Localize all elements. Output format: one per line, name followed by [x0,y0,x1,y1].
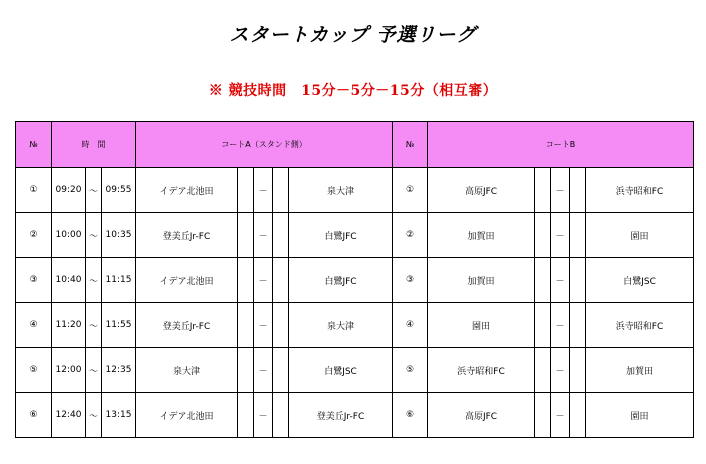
table-row [16,303,694,348]
end-time: 11:55 [102,303,136,348]
header-row [16,122,694,168]
court-b-team-2: 浜寺昭和FC [586,303,694,348]
court-b-score-1 [535,213,551,258]
match-no-a: ③ [16,258,52,303]
start-time: 09:20 [52,168,86,213]
match-no-b: ④ [393,303,428,348]
court-b-dash: － [551,393,570,438]
court-b-dash: － [551,258,570,303]
court-b-team-2: 園田 [586,393,694,438]
page-title: スタートカップ 予選リーグ [229,24,477,46]
court-b-team-1: 浜寺昭和FC [428,348,535,393]
court-b-team-1: 加賀田 [428,258,535,303]
court-b-score-2 [570,348,586,393]
match-no-b: ① [393,168,428,213]
court-b-team-1: 加賀田 [428,213,535,258]
court-a-dash: － [254,168,273,213]
court-a-team-1: 登美丘Jr-FC [136,213,238,258]
court-a-score-1 [238,213,254,258]
start-time: 10:40 [52,258,86,303]
start-time: 12:00 [52,348,86,393]
court-a-team-1: イデア北池田 [136,168,238,213]
court-b-score-1 [535,168,551,213]
match-no-a: ⑤ [16,348,52,393]
court-b-dash: － [551,168,570,213]
start-time: 10:00 [52,213,86,258]
court-b-dash: － [551,213,570,258]
court-b-score-2 [570,213,586,258]
start-time: 11:20 [52,303,86,348]
court-a-dash: － [254,258,273,303]
court-a-dash: － [254,213,273,258]
header-no-b: № [393,122,428,168]
time-separator: ～ [86,168,102,213]
match-duration-note: ※ 競技時間 15分－5分－15分（相互審） [208,83,498,99]
court-b-team-1: 高原JFC [428,393,535,438]
court-b-team-2: 白鷺JSC [586,258,694,303]
court-b-score-2 [570,393,586,438]
header-time: 時 間 [52,122,136,168]
court-b-score-1 [535,303,551,348]
match-no-a: ② [16,213,52,258]
time-separator: ～ [86,213,102,258]
header-court-b: コートB [428,122,694,168]
court-b-score-2 [570,258,586,303]
court-a-dash: － [254,348,273,393]
court-a-score-2 [273,303,289,348]
court-a-dash: － [254,303,273,348]
match-no-a: ⑥ [16,393,52,438]
court-a-team-1: イデア北池田 [136,258,238,303]
end-time: 10:35 [102,213,136,258]
time-separator: ～ [86,348,102,393]
court-b-score-2 [570,303,586,348]
court-a-dash: － [254,393,273,438]
match-no-b: ③ [393,258,428,303]
time-separator: ～ [86,258,102,303]
match-no-a: ① [16,168,52,213]
court-a-score-1 [238,168,254,213]
schedule-table [15,121,694,438]
court-b-team-2: 浜寺昭和FC [586,168,694,213]
time-separator: ～ [86,393,102,438]
court-a-team-2: 泉大津 [289,303,393,348]
court-a-team-2: 白鷺JFC [289,213,393,258]
court-a-score-2 [273,348,289,393]
court-b-score-1 [535,258,551,303]
court-b-dash: － [551,303,570,348]
court-a-team-1: イデア北池田 [136,393,238,438]
court-b-score-2 [570,168,586,213]
table-row [16,348,694,393]
court-a-team-2: 白鷺JSC [289,348,393,393]
court-a-score-2 [273,168,289,213]
court-a-score-1 [238,258,254,303]
court-a-team-1: 泉大津 [136,348,238,393]
header-court-a: コートA（スタンド側） [136,122,393,168]
table-row [16,258,694,303]
court-b-team-2: 園田 [586,213,694,258]
end-time: 09:55 [102,168,136,213]
court-a-team-1: 登美丘Jr-FC [136,303,238,348]
court-a-score-2 [273,213,289,258]
court-a-team-2: 登美丘Jr-FC [289,393,393,438]
start-time: 12:40 [52,393,86,438]
court-a-score-1 [238,303,254,348]
court-a-team-2: 泉大津 [289,168,393,213]
court-b-score-1 [535,348,551,393]
court-a-score-1 [238,348,254,393]
table-row [16,168,694,213]
end-time: 13:15 [102,393,136,438]
match-no-b: ⑤ [393,348,428,393]
court-b-team-1: 高原JFC [428,168,535,213]
match-no-a: ④ [16,303,52,348]
court-a-score-1 [238,393,254,438]
table-row [16,393,694,438]
end-time: 11:15 [102,258,136,303]
court-a-score-2 [273,258,289,303]
court-b-score-1 [535,393,551,438]
end-time: 12:35 [102,348,136,393]
court-b-dash: － [551,348,570,393]
court-a-score-2 [273,393,289,438]
court-a-team-2: 白鷺JFC [289,258,393,303]
time-separator: ～ [86,303,102,348]
court-b-team-2: 加賀田 [586,348,694,393]
match-no-b: ⑥ [393,393,428,438]
court-b-team-1: 園田 [428,303,535,348]
table-row [16,213,694,258]
match-no-b: ② [393,213,428,258]
header-no-a: № [16,122,52,168]
